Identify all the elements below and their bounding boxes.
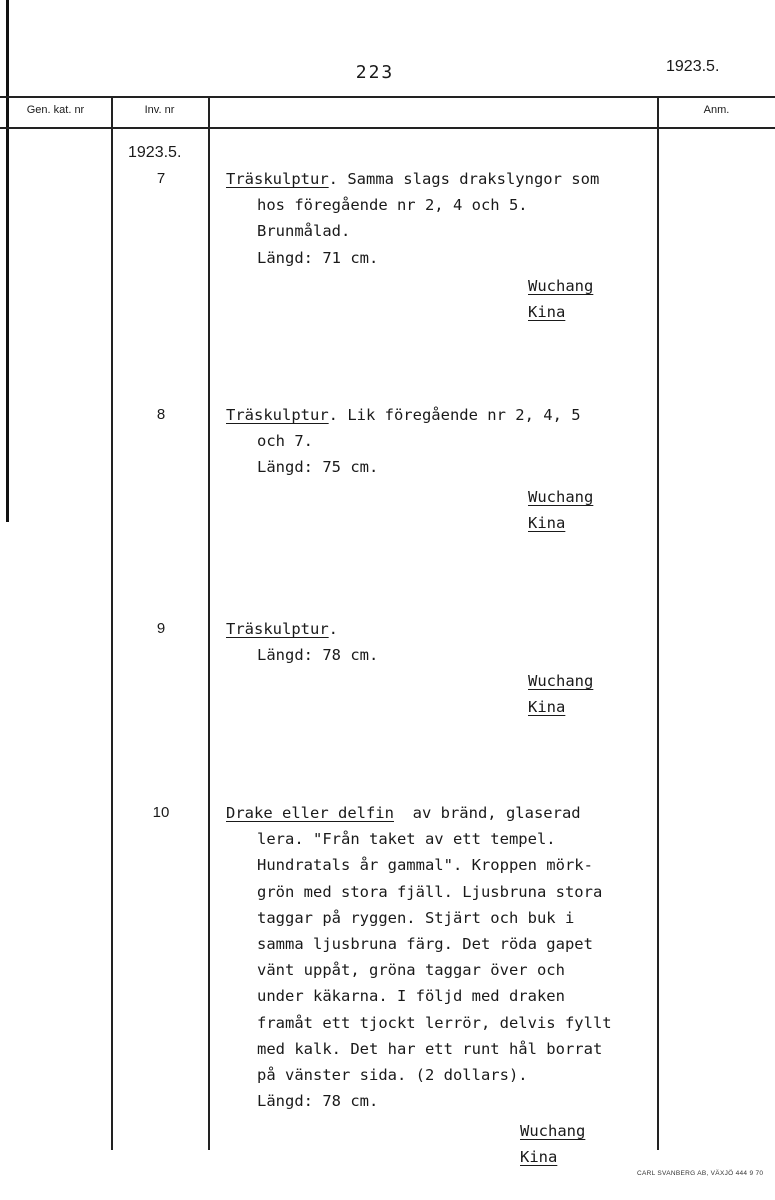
entry-10-title: Drake eller delfin [226,804,394,822]
entry-8-title: Träskulptur [226,406,329,424]
column-header-anm: Anm. [703,104,730,116]
entry-8-line-1: och 7. [257,432,313,451]
column-header-inv: Inv. nr [144,104,175,116]
entry-10-country: Kina [520,1148,558,1167]
column-divider-desc-anm [657,96,659,1150]
entry-10-line-6: vänt uppåt, gröna taggar över och [257,961,565,980]
entry-7-line-3: Längd: 71 cm. [257,248,379,267]
entry-10-line-2: Hundratals år gammal". Kroppen mörk- [257,856,593,875]
entry-8-country: Kina [528,514,566,533]
column-header-gen-kat: Gen. kat. nr [26,104,85,116]
entry-7-place: Wuchang [528,277,594,295]
entry-7-country: Kina [528,303,566,322]
entry-7-line-1: hos föregående nr 2, 4 och 5. [257,196,528,215]
inv-number-10: 10 [152,804,170,821]
entry-8-provenance [528,484,593,536]
inv-number-7: 7 [156,170,166,187]
entry-10-line-1: lera. "Från taket av ett tempel. [257,830,556,849]
entry-8-first-line: . Lik föregående nr 2, 4, 5 [328,406,581,424]
entry-10-place: Wuchang [520,1122,586,1140]
entry-9-title: Träskulptur [226,620,329,638]
entry-7-text [226,166,599,271]
header-top-rule [0,96,775,98]
entry-9-line-1: Längd: 78 cm. [257,646,379,665]
entry-7-first-line: . Samma slags drakslyngor som [328,170,600,188]
entry-10-line-8: framåt ett tjockt lerrör, delvis fyllt [257,1013,612,1032]
entry-8-place: Wuchang [528,488,594,506]
entry-9-first-line: . [328,620,338,638]
header-bottom-rule [0,127,775,129]
entry-10-line-7: under käkarna. I följd med draken [257,987,565,1006]
entry-8-line-2: Längd: 75 cm. [257,458,379,477]
entry-10-first-line: av bränd, glaserad [393,804,581,822]
entry-9-provenance [528,668,593,720]
entry-9-place: Wuchang [528,672,594,690]
entry-7-line-2: Brunmålad. [257,222,351,241]
inv-number-8: 8 [156,406,166,423]
entry-10-provenance [520,1118,585,1170]
entry-10-line-9: med kalk. Det har ett runt hål borrat [257,1039,603,1058]
inv-date: 1923.5. [128,144,182,161]
entry-10-line-5: samma ljusbruna färg. Det röda gapet [257,935,593,954]
inv-number-9: 9 [156,620,166,637]
entry-10-text [226,800,612,1114]
entry-7-title: Träskulptur [226,170,329,188]
printer-mark: CARL SVANBERG AB, VÄXJÖ 444 9 70 [637,1170,764,1177]
entry-10-line-11: Längd: 78 cm. [257,1092,379,1111]
left-margin-bar [6,0,9,522]
page-number: 223 [355,62,395,83]
entry-7-provenance [528,273,593,325]
entry-10-line-3: grön med stora fjäll. Ljusbruna stora [257,882,603,901]
page-date: 1923.5. [666,58,720,75]
entry-8-text [226,402,581,481]
entry-9-text [226,616,378,668]
entry-10-line-10: på vänster sida. (2 dollars). [257,1066,528,1085]
entry-10-line-4: taggar på ryggen. Stjärt och buk i [257,908,575,927]
entry-9-country: Kina [528,698,566,717]
